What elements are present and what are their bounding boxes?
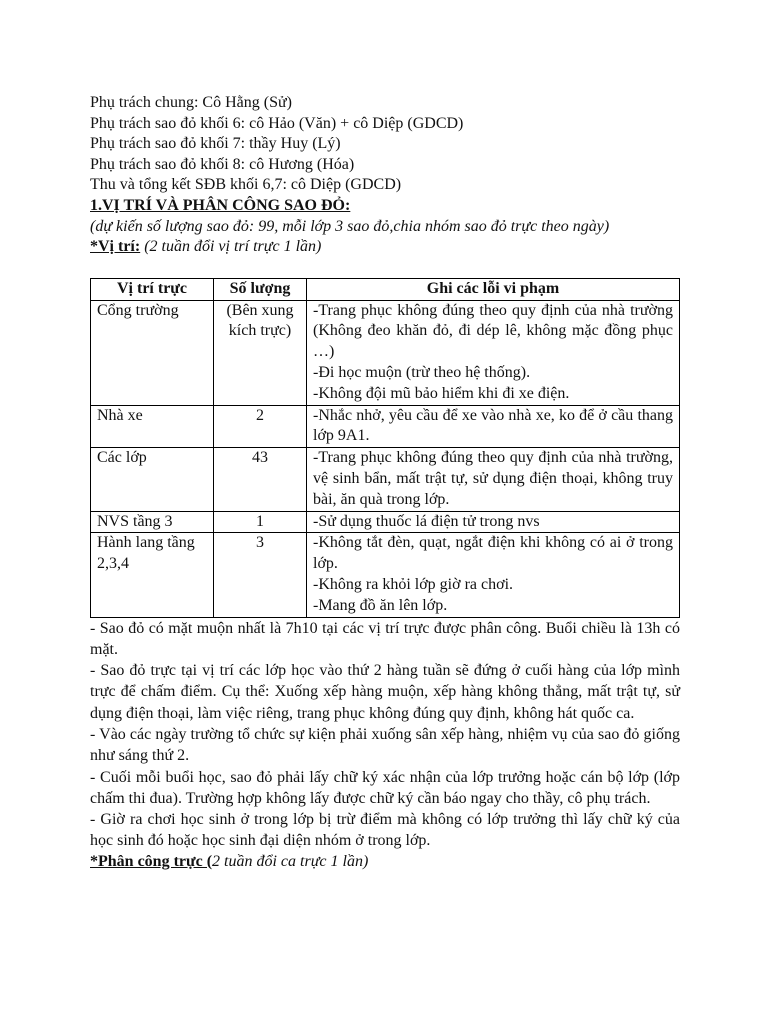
header-violations: Ghi các lỗi vi phạm — [307, 278, 680, 300]
table-row — [91, 533, 680, 617]
violation-item: -Trang phục không đúng theo quy định của nhà trường, vệ sinh bẩn, mất trật tự, sử dụng điện thoại, không truy bài, ăn quà trong lớp. — [313, 449, 673, 508]
violation-item: -Không ra khỏi lớp giờ ra chơi. — [313, 575, 514, 593]
violation-item: -Nhắc nhở, yêu cầu để xe vào nhà xe, ko để ở cầu thang lớp 9A1. — [313, 406, 673, 445]
cell-count: 1 — [214, 511, 307, 533]
table-row — [91, 405, 680, 448]
intro-line-grade7: Phụ trách sao đỏ khối 7: thầy Huy (Lý) — [90, 135, 341, 153]
violation-item: -Không tắt đèn, quạt, ngắt điện khi không có ai ở trong lớp. — [313, 534, 673, 573]
cell-count: 3 — [214, 533, 307, 617]
cell-position: Các lớp — [91, 448, 214, 511]
cell-position: Cổng trường — [91, 300, 214, 405]
duty-assignment-note: 2 tuần đổi ca trực 1 lần) — [212, 852, 369, 870]
cell-count: (Bên xung kích trực) — [214, 300, 307, 405]
violation-item: -Đi học muộn (trừ theo hệ thống). — [313, 363, 531, 381]
cell-violations — [307, 511, 680, 533]
cell-violations — [307, 448, 680, 511]
table-row — [91, 448, 680, 511]
duty-table — [90, 278, 680, 618]
duty-assignment-label: *Phân công trực ( — [90, 852, 213, 870]
position-label: *Vị trí: — [90, 238, 141, 256]
duty-assignment-line — [90, 852, 680, 873]
section-heading: 1.VỊ TRÍ VÀ PHÂN CÔNG SAO ĐỎ: — [90, 196, 351, 214]
intro-line-summary: Thu và tổng kết SĐB khối 6,7: cô Diệp (GDCD) — [90, 176, 402, 194]
note-paragraph: - Cuối mỗi buổi học, sao đỏ phải lấy chữ ký xác nhận của lớp trưởng hoặc cán bộ lớp (lớp chấm thi đua). Trường hợp không lấy được chữ ký cần báo ngay cho thầy, cô phụ trách. — [90, 768, 680, 807]
note-paragraph: - Sao đỏ có mặt muộn nhất là 7h10 tại các vị trí trực được phân công. Buổi chiều là 13h có mặt. — [90, 619, 680, 658]
violation-item: -Không đội mũ bảo hiểm khi đi xe điện. — [313, 384, 570, 402]
cell-violations — [307, 405, 680, 448]
note-paragraph: - Vào các ngày trường tổ chức sự kiện phải xuống sân xếp hàng, nhiệm vụ của sao đỏ giống như sáng thứ 2. — [90, 725, 680, 765]
violation-item: -Mang đồ ăn lên lớp. — [313, 596, 448, 614]
note-paragraph: - Giờ ra chơi học sinh ở trong lớp bị trừ điểm mà không có lớp trưởng thì lấy chữ ký của học sinh đó hoặc học sinh đại diện nhóm ở trong lớp. — [90, 811, 680, 850]
intro-line-grade8: Phụ trách sao đỏ khối 8: cô Hương (Hóa) — [90, 155, 355, 173]
intro-line-general: Phụ trách chung: Cô Hằng (Sử) — [90, 94, 292, 111]
violation-item: -Trang phục không đúng theo quy định của nhà trường (Không đeo khăn đỏ, đi dép lê, không mặc đồng phục …) — [313, 301, 673, 361]
header-count: Số lượng — [214, 278, 307, 300]
estimate-note: (dự kiến số lượng sao đỏ: 99, mỗi lớp 3 sao đỏ,chia nhóm sao đỏ trực theo ngày) — [90, 217, 610, 235]
table-header-row — [91, 278, 680, 300]
header-position: Vị trí trực — [91, 278, 214, 300]
position-line — [90, 237, 680, 258]
note-paragraph: - Sao đỏ trực tại vị trí các lớp học vào thứ 2 hàng tuần sẽ đứng ở cuối hàng của lớp mình trực để chấm điểm. Cụ thể: Xuống xếp hàng muộn, xếp hàng không thẳng, mất trật tự, sử dụng điện thoại, làm việc riêng, trang phục không đúng quy định, không hát quốc ca. — [90, 662, 680, 722]
document-page — [90, 93, 680, 872]
table-row — [91, 300, 680, 405]
cell-violations — [307, 533, 680, 617]
table-row — [91, 511, 680, 533]
cell-violations — [307, 300, 680, 405]
intro-line-grade6: Phụ trách sao đỏ khối 6: cô Hảo (Văn) + cô Diệp (GDCD) — [90, 114, 464, 132]
cell-position: Nhà xe — [91, 405, 214, 448]
violation-item: -Sử dụng thuốc lá điện tử trong nvs — [313, 512, 540, 530]
cell-count: 43 — [214, 448, 307, 511]
position-note: (2 tuần đổi vị trí trực 1 lần) — [144, 238, 322, 256]
spacer — [90, 258, 680, 278]
cell-count: 2 — [214, 405, 307, 448]
cell-position: NVS tầng 3 — [91, 511, 214, 533]
cell-position: Hành lang tầng 2,3,4 — [91, 533, 214, 617]
